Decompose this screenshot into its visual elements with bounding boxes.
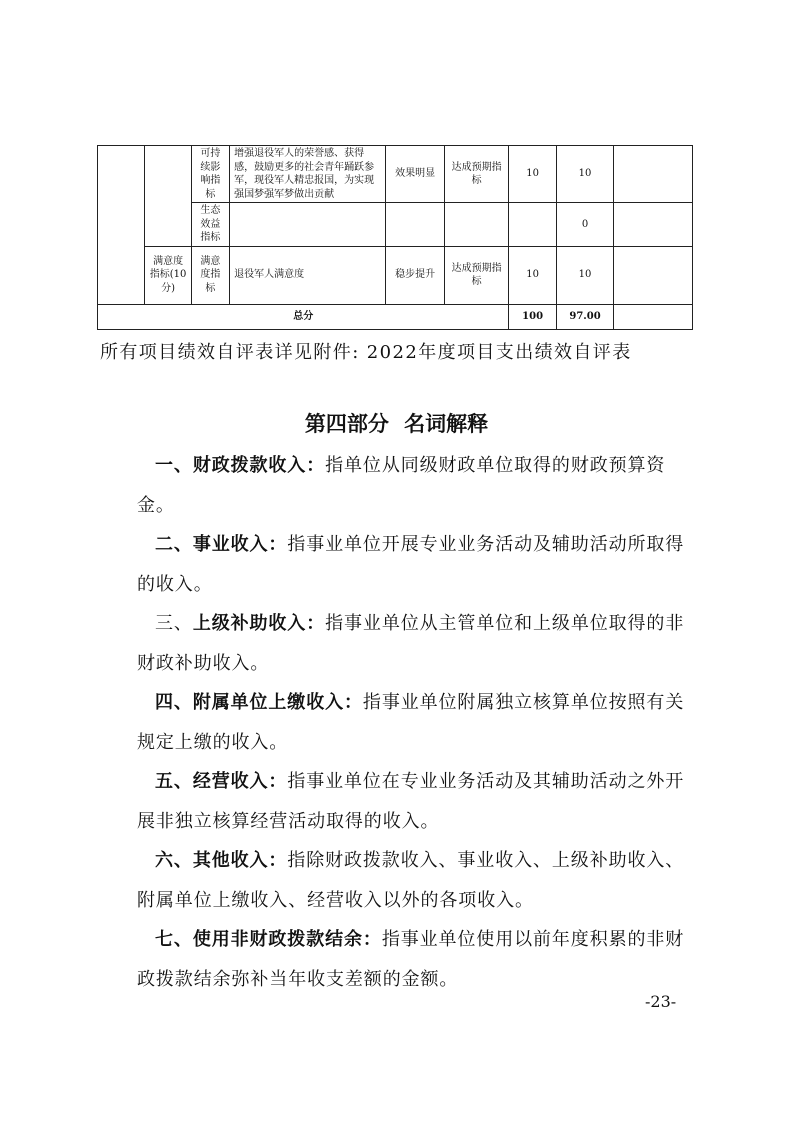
total-row — [98, 304, 693, 329]
definition-item — [137, 762, 697, 841]
total-note — [614, 304, 693, 329]
indicator-value: 效果明显 — [386, 146, 444, 203]
definition-item — [137, 525, 697, 604]
definition-text: 指事业单位开展专业业务活动及辅助活动所取得的收入。 — [137, 534, 685, 595]
indicator-value — [386, 203, 444, 247]
definition-term: 上级补助收入： — [192, 613, 326, 634]
indicator-content — [230, 203, 386, 247]
level2-cell — [145, 146, 191, 247]
indicator-weight — [509, 203, 556, 247]
definition-term: 其他收入： — [192, 850, 288, 871]
indicator-score: 10 — [556, 146, 613, 203]
definition-number: 七、 — [155, 929, 193, 950]
definition-term: 附属单位上缴收入： — [192, 692, 363, 713]
definition-number: 五、 — [155, 771, 193, 792]
total-label: 总分 — [98, 304, 509, 329]
definition-item — [137, 446, 697, 525]
level1-cell — [98, 146, 145, 305]
definition-item — [137, 841, 697, 920]
appendix-note: 所有项目绩效自评表详见附件: 2022年度项目支出绩效自评表 — [100, 342, 632, 363]
definition-item — [137, 604, 697, 683]
definition-text: 指单位从同级财政单位取得的财政预算资金。 — [137, 455, 666, 516]
definition-text: 指事业单位附属独立核算单位按照有关规定上缴的收入。 — [137, 692, 685, 753]
indicator-note — [614, 203, 693, 247]
indicator-content: 增强退役军人的荣誉感、获得感，鼓励更多的社会青年踊跃参军，现役军人精忠报国，为实现强国梦强军梦做出贡献 — [230, 146, 386, 203]
indicator-standard — [444, 203, 509, 247]
indicator-standard: 达成预期指标 — [444, 146, 509, 203]
definition-number: 三、 — [155, 613, 193, 634]
definition-term: 财政拨款收入： — [192, 455, 326, 476]
definition-term: 事业收入： — [192, 534, 288, 555]
indicator-name: 生态效益指标 — [191, 203, 229, 247]
indicator-score: 10 — [556, 246, 613, 304]
indicator-content: 退役军人满意度 — [230, 246, 386, 304]
definition-term: 使用非财政拨款结余： — [192, 929, 382, 950]
definition-item — [137, 920, 697, 999]
definition-text: 指事业单位在专业业务活动及其辅助活动之外开展非独立核算经营活动取得的收入。 — [137, 771, 685, 832]
section-heading: 第四部分 名词解释 — [304, 412, 489, 436]
definition-number: 四、 — [155, 692, 193, 713]
total-score: 97.00 — [556, 304, 613, 329]
page-number: -23- — [645, 992, 677, 1011]
indicator-note — [614, 146, 693, 203]
table-row — [98, 146, 693, 203]
definition-item — [137, 683, 697, 762]
indicator-group: 满意度指标(10分) — [145, 246, 191, 304]
definition-text: 指除财政拨款收入、事业收入、上级补助收入、附属单位上缴收入、经营收入以外的各项收入。 — [137, 850, 685, 911]
indicator-value: 稳步提升 — [386, 246, 444, 304]
indicator-name: 可持续影响指标 — [191, 146, 229, 203]
indicator-weight: 10 — [509, 246, 556, 304]
performance-table — [97, 145, 693, 330]
definition-number: 二、 — [155, 534, 193, 555]
definition-number: 六、 — [155, 850, 193, 871]
indicator-note — [614, 246, 693, 304]
definitions-list — [137, 446, 697, 999]
indicator-weight: 10 — [509, 146, 556, 203]
indicator-standard: 达成预期指标 — [444, 246, 509, 304]
definition-text: 指事业单位从主管单位和上级单位取得的非财政补助收入。 — [137, 613, 685, 674]
indicator-score: 0 — [556, 203, 613, 247]
definition-number: 一、 — [155, 455, 193, 476]
indicator-name: 满意度指标 — [191, 246, 229, 304]
total-weight: 100 — [509, 304, 556, 329]
table-row — [98, 246, 693, 304]
definition-text: 指事业单位使用以前年度积累的非财政拨款结余弥补当年收支差额的金额。 — [137, 929, 685, 990]
definition-term: 经营收入： — [192, 771, 288, 792]
